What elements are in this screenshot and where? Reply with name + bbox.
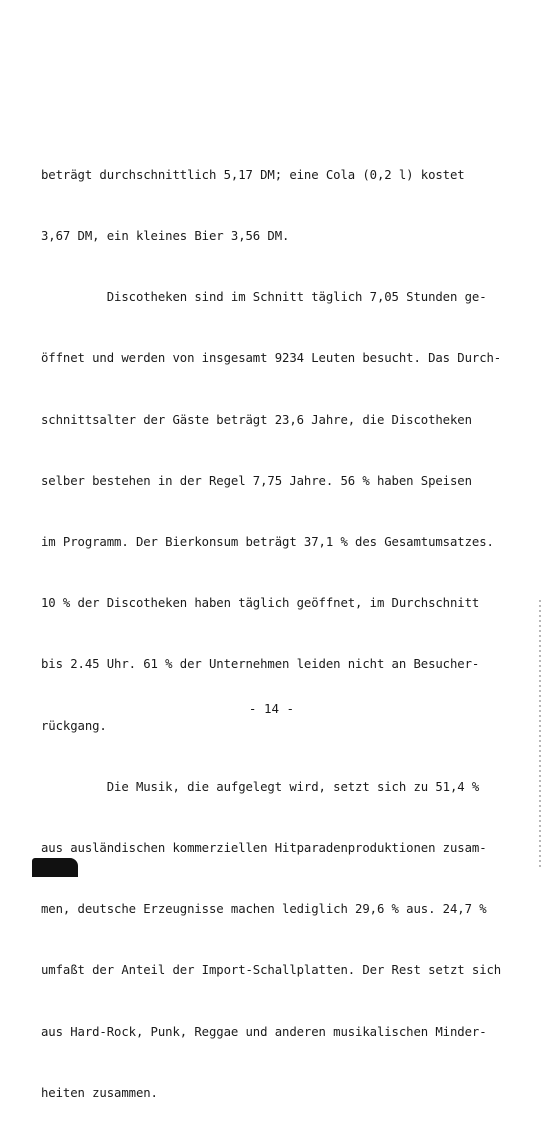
text-line: rückgang. (41, 718, 107, 733)
body-text (41, 124, 502, 1144)
text-line: Die Musik, die aufgelegt wird, setzt sich zu 51,4 % (41, 779, 480, 794)
text-line: aus Hard-Rock, Punk, Reggae und anderen musikalischen Minder- (41, 1024, 487, 1039)
scan-mark-artifact (32, 858, 78, 877)
text-line: umfaßt der Anteil der Import-Schallplatten. Der Rest setzt sich (41, 963, 502, 978)
text-line: bis 2.45 Uhr. 61 % der Unternehmen leiden nicht an Besucher- (41, 657, 480, 672)
text-line: aus ausländischen kommerziellen Hitparadenproduktionen zusam- (41, 841, 487, 856)
text-line: heiten zusammen. (41, 1085, 158, 1100)
text-line: beträgt durchschnittlich 5,17 DM; eine Cola (0,2 l) kostet (41, 167, 465, 182)
text-line: im Programm. Der Bierkonsum beträgt 37,1 % des Gesamtumsatzes. (41, 535, 494, 550)
scan-edge-artifact (539, 600, 541, 870)
text-line: schnittsalter der Gäste beträgt 23,6 Jahre, die Discotheken (41, 412, 472, 427)
text-line: 3,67 DM, ein kleines Bier 3,56 DM. (41, 229, 290, 244)
text-line: Discotheken sind im Schnitt täglich 7,05 Stunden ge- (41, 290, 487, 305)
text-line: men, deutsche Erzeugnisse machen lediglich 29,6 % aus. 24,7 % (41, 902, 487, 917)
page-number: - 14 - (248, 701, 295, 716)
text-line: selber bestehen in der Regel 7,75 Jahre. 56 % haben Speisen (41, 473, 472, 488)
text-line: öffnet und werden von insgesamt 9234 Leuten besucht. Das Durch- (41, 351, 502, 366)
text-line: 10 % der Discotheken haben täglich geöffnet, im Durchschnitt (41, 596, 480, 611)
